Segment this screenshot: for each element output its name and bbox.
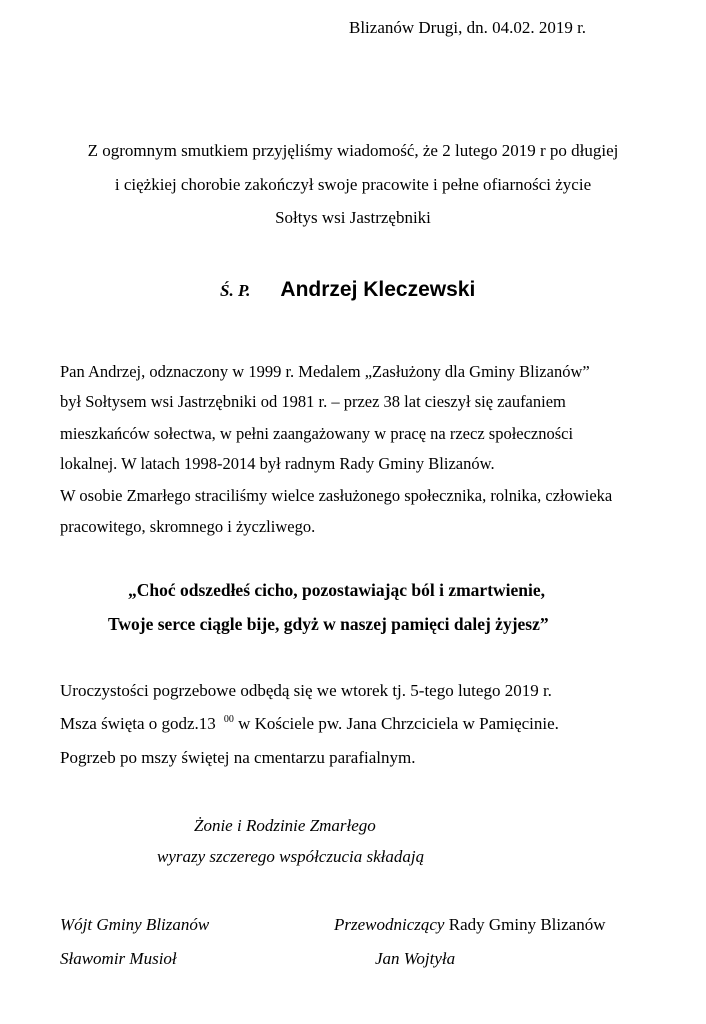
quote-line-2: Twoje serce ciągle bije, gdyż w naszej pamięci dalej żyjesz” xyxy=(108,614,549,634)
funeral-line-3: Pogrzeb po mszy świętej na cmentarzu parafialnym. xyxy=(60,748,416,767)
mass-location-text: w Kościele pw. Jana Chrzciciela w Pamięcinie. xyxy=(233,714,559,733)
name-prefix: Ś. P. xyxy=(220,281,251,300)
bio-line-4: lokalnej. W latach 1998-2014 był radnym Rady Gminy Blizanów. xyxy=(60,454,495,473)
intro-line-1: Z ogromnym smutkiem przyjęliśmy wiadomość, że 2 lutego 2019 r po długiej xyxy=(87,141,619,160)
deceased-name: Andrzej Kleczewski xyxy=(280,278,476,301)
place-date: Blizanów Drugi, dn. 04.02. 2019 r. xyxy=(349,18,587,37)
bio-line-2: był Sołtysem wsi Jastrzębniki od 1981 r. – przez 38 lat cieszył się zaufaniem xyxy=(60,392,566,411)
condolences-line-1: Żonie i Rodzinie Zmarłego xyxy=(194,816,376,835)
signature-right-name: Jan Wojtyła xyxy=(375,949,456,968)
funeral-line-1: Uroczystości pogrzebowe odbędą się we wtorek tj. 5-tego lutego 2019 r. xyxy=(60,681,552,700)
deceased-name-block xyxy=(220,278,475,302)
intro-line-3: Sołtys wsi Jastrzębniki xyxy=(275,208,431,227)
intro-line-2: i ciężkiej chorobie zakończył swoje pracowite i pełne ofiarności życie xyxy=(114,175,592,194)
bio-line-6: pracowitego, skromnego i życzliwego. xyxy=(60,517,316,536)
quote-line-1: „Choć odszedłeś cicho, pozostawiając ból i zmartwienie, xyxy=(128,580,546,600)
mass-time-minutes: 00 xyxy=(223,714,234,725)
signature-left-title: Wójt Gminy Blizanów xyxy=(60,915,210,934)
signature-right-title xyxy=(334,915,606,935)
condolences-line-2: wyrazy szczerego współczucia składają xyxy=(157,847,425,866)
mass-time-text: Msza święta o godz.13 xyxy=(60,714,216,733)
bio-line-3: mieszkańców sołectwa, w pełni zaangażowany w pracę na rzecz społeczności xyxy=(60,424,574,443)
signature-left-name: Sławomir Musioł xyxy=(60,949,177,968)
signature-right-title-rest: Rady Gminy Blizanów xyxy=(444,915,606,934)
funeral-line-2 xyxy=(60,714,559,734)
bio-line-5: W osobie Zmarłego straciliśmy wielce zasłużonego społecznika, rolnika, człowieka xyxy=(60,486,613,505)
bio-line-1: Pan Andrzej, odznaczony w 1999 r. Medalem „Zasłużony dla Gminy Blizanów” xyxy=(60,362,590,381)
signature-right-title-italic: Przewodniczący xyxy=(334,915,445,934)
